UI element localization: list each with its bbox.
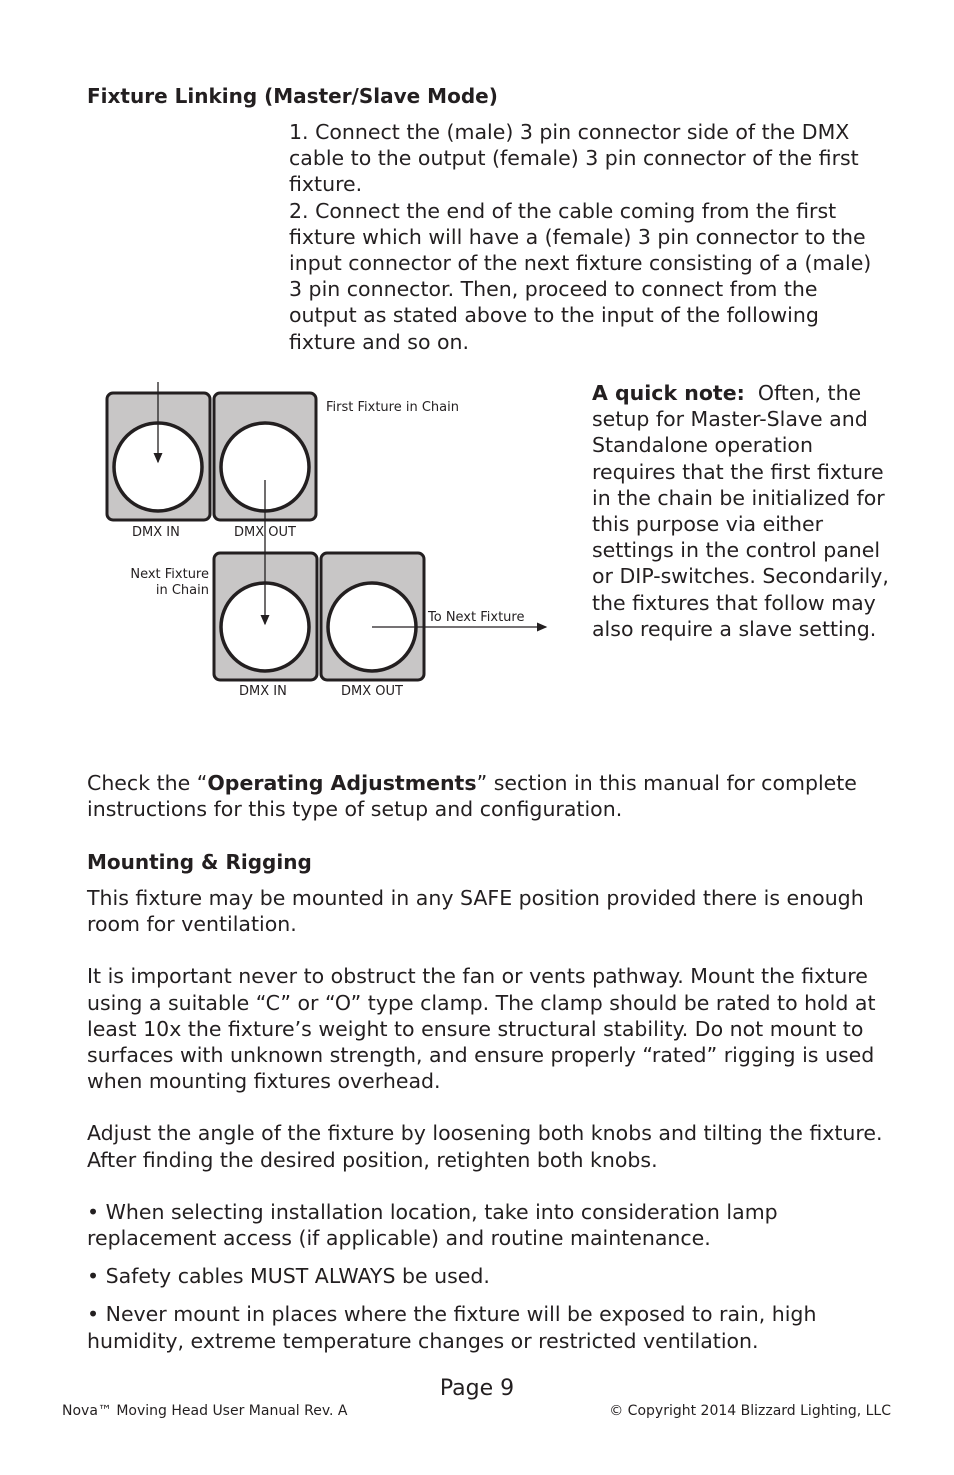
next-fixture-label-2: in Chain: [155, 583, 209, 598]
bullet-1: • When selecting installation location, take into consideration lamp replacement access (if applicable) and routine maintenance.: [87, 1199, 778, 1251]
dmx-chain-svg: [100, 380, 560, 710]
to-next-label: To Next Fixture: [428, 610, 525, 625]
section-heading-mounting: Mounting & Rigging: [87, 850, 312, 874]
next-fixture-label-1: Next Fixture: [130, 567, 209, 582]
dmx-out-label-2: DMX OUT: [341, 684, 403, 699]
footer-copyright: © Copyright 2014 Blizzard Lighting, LLC: [609, 1403, 891, 1419]
check-bold: Operating Adjustments: [207, 771, 477, 795]
mounting-body: [87, 885, 887, 1354]
dmx-in-label-1: DMX IN: [132, 525, 180, 540]
linking-steps: [289, 119, 879, 355]
step-2: 2. Connect the end of the cable coming from the first fixture which will have a (female) 3 pin connector to the input connector of the next fixture consisting of a (male) 3 pin connector. Then, proceed to connect from the output as stated above to the input of the following fixture and so on.: [289, 198, 872, 354]
operating-adjustments-reference: [87, 770, 887, 822]
footer-manual-title: Nova™ Moving Head User Manual Rev. A: [62, 1403, 348, 1419]
bullet-2: • Safety cables MUST ALWAYS be used.: [87, 1264, 490, 1289]
check-suffix: ” section in this manual for complete instructions for this type of setup and configuration.: [87, 771, 857, 822]
quick-note-label: A quick note:: [592, 381, 745, 405]
quick-note-text: Often, the setup for Master-Slave and Standalone operation requires that the first fixture in the chain be initialized for this purpose via either settings in the control panel or DIP-switches. Secondarily, the fixtures that follow may also require a slave setting.: [592, 381, 889, 641]
mounting-paragraph-2: It is important never to obstruct the fan or vents pathway. Mount the fixture using a suitable “C” or “O” type clamp. The clamp should be rated to hold at least 10x the fixture’s weight to ensure structural stability. Do not mount to surfaces with unknown strength, and ensure properly “rated” rigging is used when mounting fixtures overhead.: [87, 964, 876, 1094]
dmx-in-label-2: DMX IN: [239, 684, 287, 699]
quick-note: [592, 380, 892, 642]
bullet-3: • Never mount in places where the fixture will be exposed to rain, high humidity, extreme temperature changes or restricted ventilation.: [87, 1302, 817, 1353]
section-heading-fixture-linking: Fixture Linking (Master/Slave Mode): [87, 84, 498, 108]
step-1: 1. Connect the (male) 3 pin connector side of the DMX cable to the output (female) 3 pin connector of the first fixture.: [289, 120, 859, 197]
first-fixture-label: First Fixture in Chain: [326, 400, 459, 415]
dmx-chain-diagram: [100, 380, 560, 710]
mounting-paragraph-3: Adjust the angle of the fixture by loosening both knobs and tilting the fixture. After finding the desired position, retighten both knobs.: [87, 1121, 883, 1172]
check-prefix: Check the “: [87, 771, 208, 795]
page-number: Page 9: [439, 1376, 515, 1401]
mounting-paragraph-1: This fixture may be mounted in any SAFE position provided there is enough room for ventilation.: [87, 886, 864, 937]
dmx-out-label-1: DMX OUT: [234, 525, 296, 540]
